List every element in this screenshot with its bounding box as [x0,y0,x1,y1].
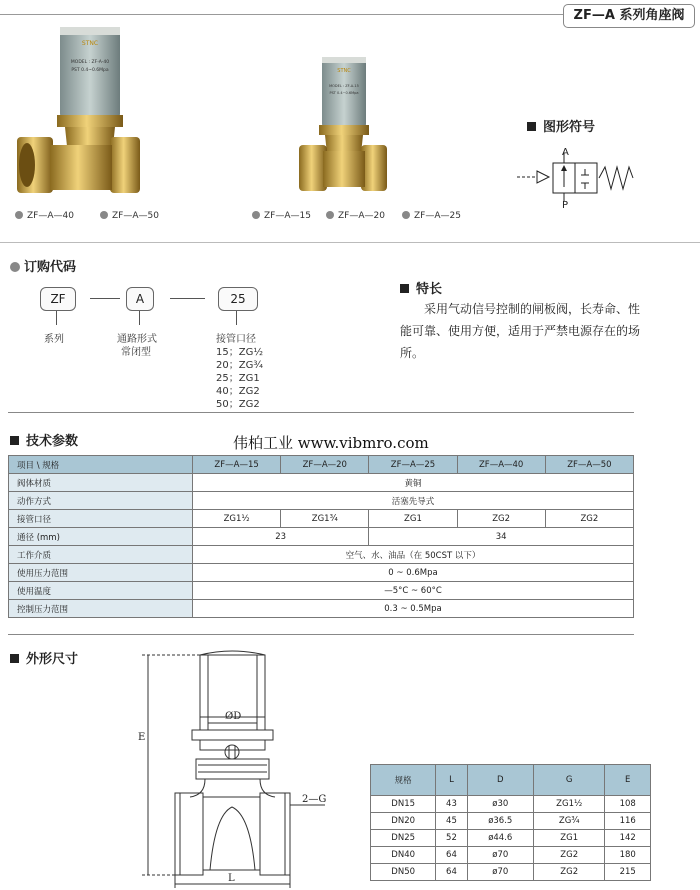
table-row: DN40 64 ø70 ZG2 180 [371,847,651,864]
square-bullet-icon [400,284,409,293]
svg-text:L: L [228,873,235,884]
table-row: 控制压力范围 0.3 ~ 0.5Mpa [9,600,634,618]
divider [8,634,634,635]
photo-caption-50: ZF—A—50 [100,211,159,221]
valve-photo-small [297,55,389,205]
table-row: DN25 52 ø44.6 ZG1 142 [371,830,651,847]
bullet-icon [10,262,20,272]
square-bullet-icon [10,436,19,445]
bullet-icon [326,211,334,219]
square-bullet-icon [527,122,536,131]
dimension-drawing [130,645,345,888]
svg-text:E: E [138,732,146,743]
photo-caption-25: ZF—A—25 [402,211,461,221]
table-row: 使用温度 —5°C ~ 60°C [9,582,634,600]
port-size: 50；ZG2 [216,399,260,410]
path-label: 通路形式 [117,334,157,345]
order-code-heading: 订购代码 [10,256,76,275]
series-label: 系列 [44,334,64,345]
table-row: DN50 64 ø70 ZG2 215 [371,864,651,881]
svg-text:PST 0.4~0.6Mpa: PST 0.4~0.6Mpa [329,91,359,95]
svg-text:ØD: ØD [225,711,242,722]
svg-text:MODEL : ZF-A-15: MODEL : ZF-A-15 [329,84,359,88]
features-text: 采用气动信号控制的闸板阀，长寿命、性 能可靠、使用方便，适用于严禁电源存在的场 所。 [400,302,641,360]
photo-caption-40: ZF—A—40 [15,211,74,221]
table-row: DN20 45 ø36.5 ZG¾ 116 [371,813,651,830]
table-row: 规格 L D G E [371,765,651,796]
table-row: 使用压力范围 0 ~ 0.6Mpa [9,564,634,582]
table-row: DN15 43 ø30 ZG1½ 108 [371,796,651,813]
port-label: 接管口径 [216,334,256,345]
port-size: 40；ZG2 [216,386,260,397]
table-row: 接管口径 ZG1½ ZG1¾ ZG1 ZG2 ZG2 [9,510,634,528]
features-heading: 特长 [400,278,442,297]
table-row: 阀体材质 黄铜 [9,474,634,492]
table-row: 项目 \ 规格 ZF—A—15 ZF—A—20 ZF—A—25 ZF—A—40 ZF—A—50 [9,456,634,474]
code-path: A [126,287,154,311]
specs-heading: 技术参数 [10,430,78,449]
leader-line [139,311,140,325]
code-port: 25 [218,287,258,311]
svg-text:A: A [562,147,569,158]
table-row: 动作方式 活塞先导式 [9,492,634,510]
symbol-heading: 图形符号 [527,116,595,135]
valve-symbol-diagram [515,145,650,210]
code-dash [90,298,120,299]
photo-caption-20: ZF—A—20 [326,211,385,221]
svg-text:STNC: STNC [337,68,351,74]
photo-caption-15: ZF—A—15 [252,211,311,221]
code-dash [170,298,205,299]
leader-line [56,311,57,325]
port-size: 20；ZG¾ [216,360,264,371]
table-row: 通径 (mm) 23 34 [9,528,634,546]
code-series: ZF [40,287,76,311]
square-bullet-icon [10,654,19,663]
leader-line [236,311,237,325]
divider [0,242,700,243]
svg-text:PST 0.4~0.6Mpa: PST 0.4~0.6Mpa [71,68,109,73]
svg-text:P: P [562,200,569,210]
valve-photo-large [15,25,145,215]
port-size: 15；ZG½ [216,347,264,358]
page-title: ZF—A 系列角座阀 [563,4,695,28]
bullet-icon [15,211,23,219]
dimensions-table [370,764,651,881]
svg-text:2—G: 2—G [302,794,327,805]
bullet-icon [402,211,410,219]
svg-text:MODEL : ZF-A-40: MODEL : ZF-A-40 [70,60,110,65]
specs-table [8,455,634,618]
bullet-icon [100,211,108,219]
title-rule [0,14,563,15]
divider [8,412,634,413]
path-value: 常闭型 [121,347,151,358]
watermark-text: 伟柏工业 www.vibmro.com [233,434,429,452]
dimensions-heading: 外形尺寸 [10,648,78,667]
bullet-icon [252,211,260,219]
table-row: 工作介质 空气、水、油品（在 50CST 以下） [9,546,634,564]
port-size: 25；ZG1 [216,373,260,384]
brand-label: STNC [81,40,99,47]
